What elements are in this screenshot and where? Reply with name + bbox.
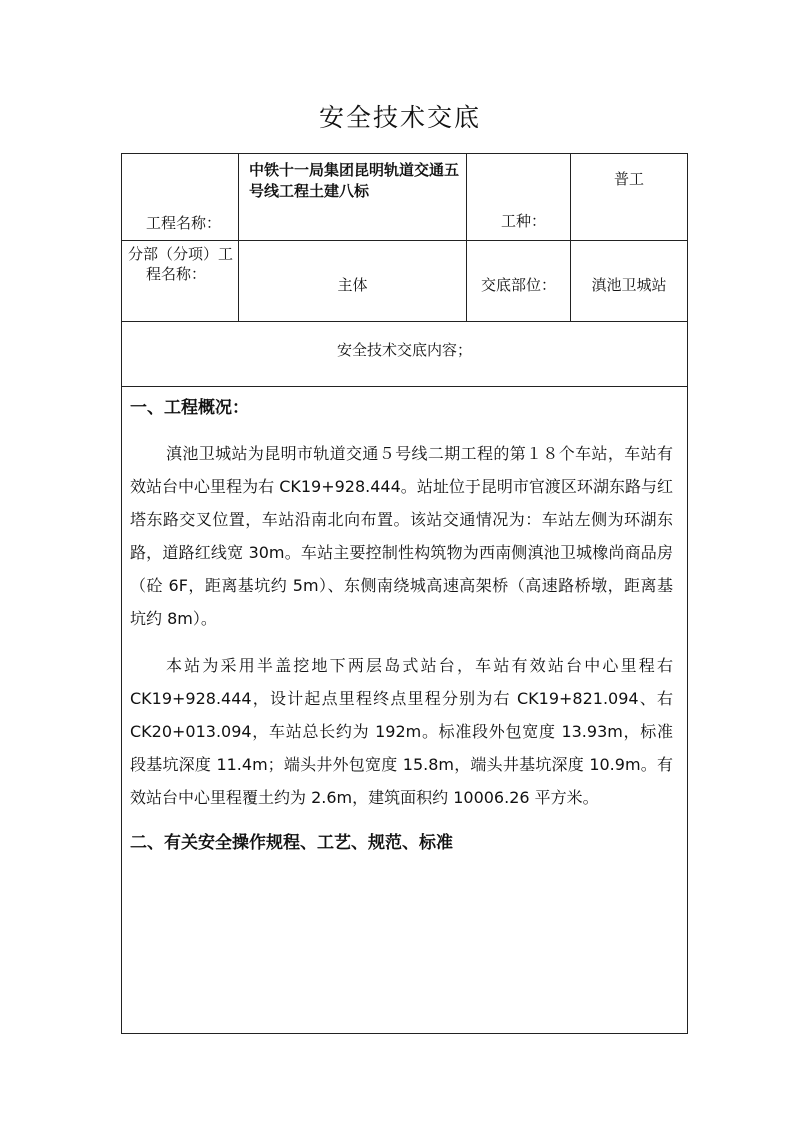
location-label: 交底部位： xyxy=(467,241,571,322)
safety-briefing-table xyxy=(121,153,688,1034)
paragraph-overview-2: 本站为采用半盖挖地下两层岛式站台，车站有效站台中心里程右 CK19+928.444，设计起点里程终点里程分别为右 CK19+821.094、右 CK20+013.094，车站总长约为 192m。标准段外包宽度 13.93m，标准段基坑深度 11.4m；端头井外包宽度 15.8m，端头井基坑深度 10.9m。有效站台中心里程覆土约为 2.6m，建筑面积约 10006.26 平方米。 xyxy=(130,656,673,807)
work-type-value: 普工 xyxy=(571,154,688,241)
section1-heading: 一、工程概况： xyxy=(130,398,249,418)
content-body xyxy=(122,387,688,1034)
project-name-value: 中铁十一局集团昆明轨道交通五号线工程土建八标 xyxy=(239,154,467,241)
document-title: 安全技术交底 xyxy=(318,103,481,132)
subproject-label-line1: 分部（分项）工 xyxy=(128,245,234,263)
location-value: 滇池卫城站 xyxy=(571,241,688,322)
work-type-label: 工种： xyxy=(467,154,571,241)
project-row xyxy=(122,154,688,241)
content-title: 安全技术交底内容； xyxy=(122,322,688,387)
subproject-label-line2: 程名称： xyxy=(146,265,207,283)
subproject-row xyxy=(122,241,688,322)
paragraph-overview-1: 滇池卫城站为昆明市轨道交通５号线二期工程的第１８个车站，车站有效站台中心里程为右 CK19+928.444。站址位于昆明市官渡区环湖东路与红塔东路交叉位置，车站沿南北向布置。该站交通情况为：车站左侧为环湖东路，道路红线宽 30m。车站主要控制性构筑物为西南侧滇池卫城橡尚商品房（砼 6F，距离基坑约 5m）、东侧南绕城高速高架桥（高速路桥墩，距离基坑约 8m）。 xyxy=(130,444,673,628)
content-title-row xyxy=(122,322,688,387)
project-name-label: 工程名称： xyxy=(122,154,239,241)
subproject-label xyxy=(122,241,239,322)
subproject-value: 主体 xyxy=(239,241,467,322)
content-body-row xyxy=(122,387,688,1034)
section2-heading: 二、有关安全操作规程、工艺、规范、标准 xyxy=(130,833,453,853)
